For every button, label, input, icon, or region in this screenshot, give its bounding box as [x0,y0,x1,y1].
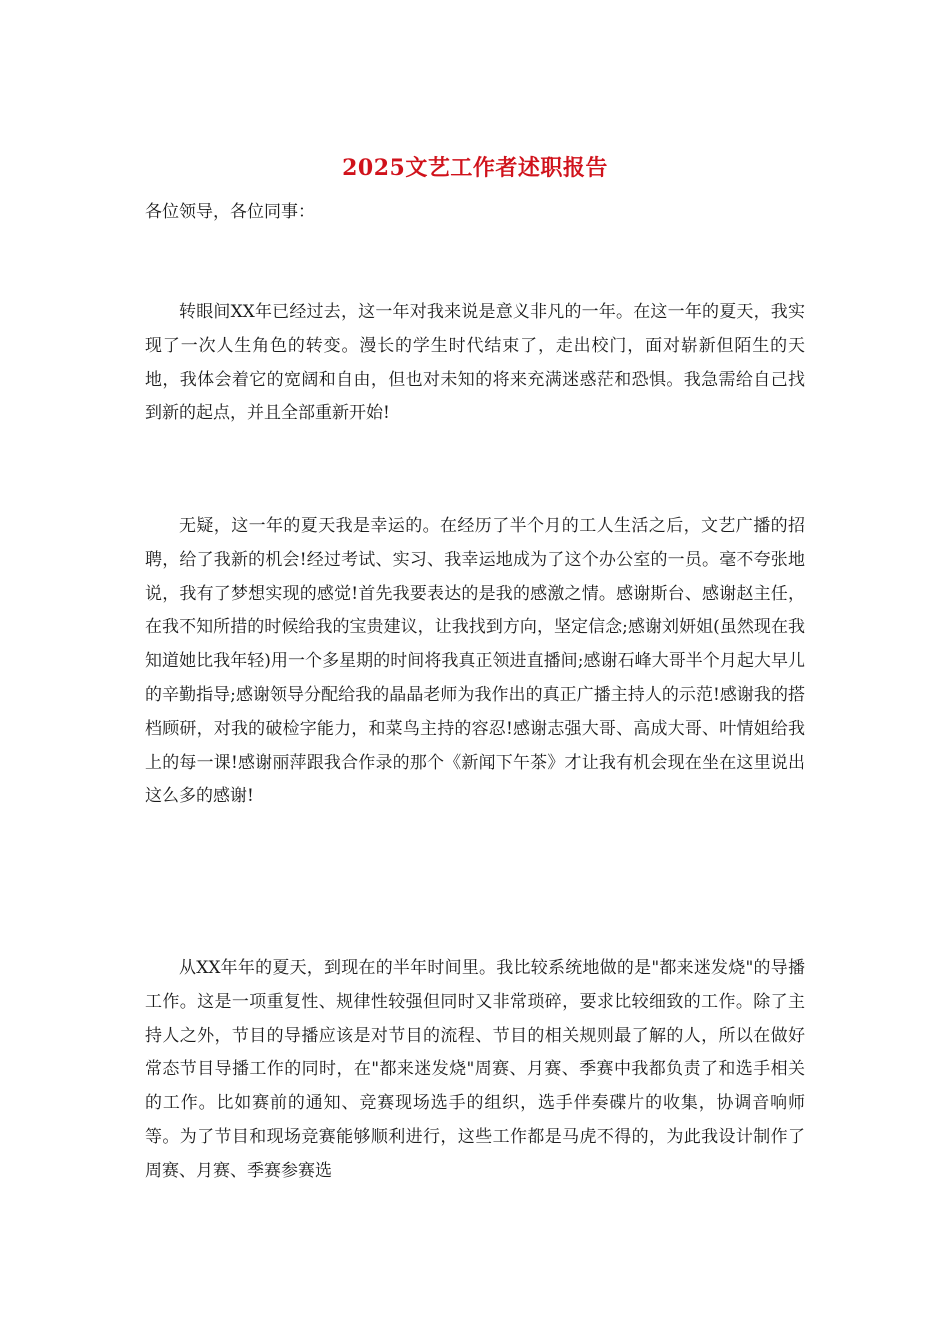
paragraph-1: 转眼间XX年已经过去，这一年对我来说是意义非凡的一年。在这一年的夏天，我实现了一次人生角色的转变。漫长的学生时代结束了，走出校门，面对崭新但陌生的天地，我体会着它的宽阔和自由，但也对未知的将来充满迷惑茫和恐惧。我急需给自己找到新的起点，并且全部重新开始! [145,302,805,424]
document-title: 2025文艺工作者述职报告 [342,155,608,181]
salutation: 各位领导，各位同事： [145,202,315,222]
paragraph-2: 无疑，这一年的夏天我是幸运的。在经历了半个月的工人生活之后，文艺广播的招聘，给了我新的机会!经过考试、实习、我幸运地成为了这个办公室的一员。毫不夸张地说，我有了梦想实现的感觉!首先我要表达的是我的感激之情。感谢斯台、感谢赵主任，在我不知所措的时候给我的宝贵建议，让我找到方向，坚定信念;感谢刘妍姐(虽然现在我知道她比我年轻)用一个多星期的时间将我真正领进直播间;感谢石峰大哥半个月起大早儿的辛勤指导;感谢领导分配给我的晶晶老师为我作出的真正广播主持人的示范!感谢我的搭档顾研，对我的破检字能力，和菜鸟主持的容忍!感谢志强大哥、高成大哥、叶情姐给我上的每一课!感谢丽萍跟我合作录的那个《新闻下午茶》才让我有机会现在坐在这里说出这么多的感谢! [145,516,805,807]
paragraph-3: 从XX年年的夏天，到现在的半年时间里。我比较系统地做的是"都来迷发烧"的导播工作。这是一项重复性、规律性较强但同时又非常琐碎，要求比较细致的工作。除了主持人之外，节目的导播应该是对节目的流程、节目的相关规则最了解的人，所以在做好常态节目导播工作的同时，在"都来迷发烧"周赛、月赛、季赛中我都负责了和选手相关的工作。比如赛前的通知、竞赛现场选手的组织，选手伴奏碟片的收集，协调音响师等。为了节目和现场竞赛能够顺利进行，这些工作都是马虎不得的，为此我设计制作了周赛、月赛、季赛参赛选 [145,958,805,1181]
